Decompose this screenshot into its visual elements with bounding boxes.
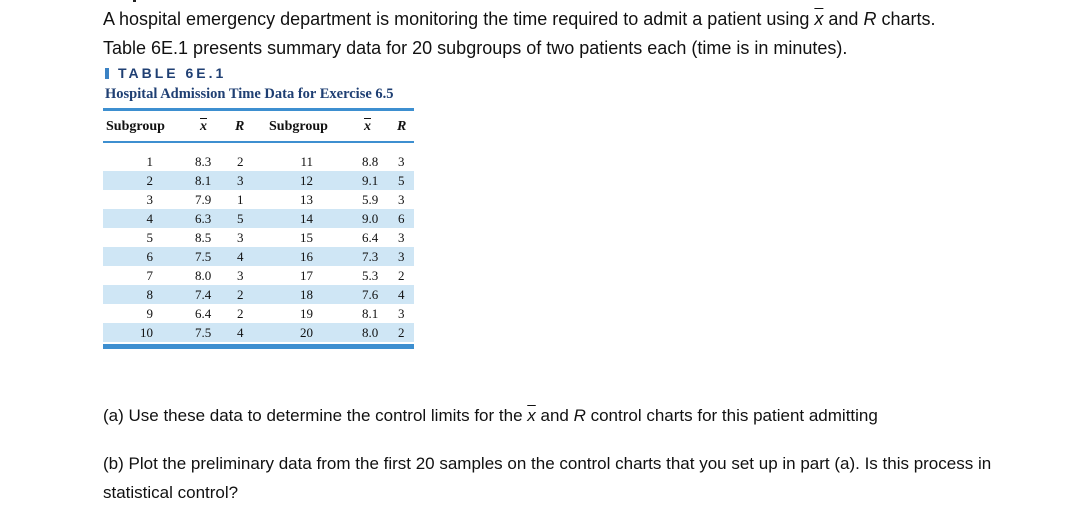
table-row (103, 266, 414, 285)
cell-subgroup: 12 (300, 172, 313, 188)
cell-subgroup: 8 (146, 286, 153, 302)
cell-range: 2 (237, 153, 244, 169)
table-bottom-rule (103, 344, 414, 349)
r-symbol: R (573, 406, 586, 425)
cell-subgroup: 13 (300, 191, 313, 207)
cell-xbar: 8.8 (362, 153, 379, 169)
question-a-text: and (535, 406, 574, 425)
cell-xbar: 7.9 (195, 191, 212, 207)
cell-xbar: 5.3 (362, 267, 379, 283)
question-a-text: (a) Use these data to determine the control limits for the (103, 406, 528, 425)
table-row (103, 171, 414, 190)
cell-subgroup: 6 (146, 248, 153, 264)
cell-xbar: 5.9 (362, 191, 379, 207)
cell-xbar: 8.1 (195, 172, 212, 188)
cell-subgroup: 4 (146, 210, 153, 226)
cell-range: 3 (237, 229, 244, 245)
table-row (103, 190, 414, 209)
xbar-symbol: $\overline{x}$ (814, 9, 824, 29)
cell-range: 4 (398, 286, 405, 302)
cell-xbar: 8.0 (195, 267, 212, 283)
cell-xbar: 9.0 (362, 210, 379, 226)
cell-subgroup: 5 (146, 229, 153, 245)
cell-xbar: 8.3 (195, 153, 212, 169)
cell-subgroup: 10 (140, 324, 153, 340)
header-subgroup: Subgroup (269, 119, 328, 134)
cell-xbar: 6.3 (195, 210, 212, 226)
cell-range: 2 (237, 286, 244, 302)
cell-range: 3 (237, 172, 244, 188)
question-a-text: control charts for this patient admitting (585, 406, 878, 425)
cell-subgroup: 15 (300, 229, 313, 245)
r-symbol: R (863, 9, 877, 29)
cell-subgroup: 1 (146, 153, 153, 169)
cell-xbar: 8.5 (195, 229, 212, 245)
cell-xbar: 7.3 (362, 248, 379, 264)
table-label-marker (105, 68, 109, 79)
problem-text: and (823, 9, 864, 29)
cell-range: 3 (398, 229, 405, 245)
cell-xbar: 7.5 (195, 324, 212, 340)
cell-subgroup: 14 (300, 210, 313, 226)
cell-range: 5 (237, 210, 244, 226)
cell-range: 3 (398, 248, 405, 264)
table-row (103, 323, 414, 342)
cell-subgroup: 19 (300, 305, 313, 321)
cell-xbar: 9.1 (362, 172, 379, 188)
header-rule (103, 141, 414, 143)
cell-range: 3 (398, 305, 405, 321)
cropped-glyph (133, 0, 136, 2)
header-subgroup: Subgroup (106, 119, 165, 134)
cell-subgroup: 3 (146, 191, 153, 207)
cell-xbar: 8.1 (362, 305, 379, 321)
table-row (103, 152, 414, 171)
cell-xbar: 6.4 (195, 305, 212, 321)
cell-xbar: 8.0 (362, 324, 379, 340)
cell-range: 2 (398, 267, 405, 283)
table-caption: Hospital Admission Time Data for Exercise 6.5 (105, 86, 394, 102)
cell-xbar: 7.6 (362, 286, 379, 302)
cell-subgroup: 11 (300, 153, 313, 169)
table-row (103, 247, 414, 266)
cell-range: 2 (398, 324, 405, 340)
header-xbar: $\overline{x}$ (200, 119, 207, 134)
table-row (103, 285, 414, 304)
cell-range: 1 (237, 191, 244, 207)
table-row (103, 228, 414, 247)
cell-subgroup: 7 (146, 267, 153, 283)
cell-range: 5 (398, 172, 405, 188)
question-b: (b) Plot the preliminary data from the first 20 samples on the control charts that you set up in part (a). Is this process in statistical control? (103, 454, 992, 502)
cell-xbar: 6.4 (362, 229, 379, 245)
cell-xbar: 7.4 (195, 286, 212, 302)
cell-subgroup: 2 (146, 172, 153, 188)
cell-range: 4 (237, 324, 244, 340)
problem-line-1 (103, 5, 1078, 34)
cell-subgroup: 17 (300, 267, 313, 283)
cell-subgroup: 16 (300, 248, 313, 264)
data-table (103, 108, 414, 349)
table-label (105, 65, 226, 81)
problem-statement (103, 5, 1078, 63)
table-label-text: TABLE 6E.1 (118, 65, 227, 81)
question-a (103, 401, 1078, 430)
problem-text: A hospital emergency department is monitoring the time required to admit a patient using (103, 9, 815, 29)
cell-range: 3 (398, 153, 405, 169)
header-range: R (397, 119, 407, 134)
xbar-symbol: $\overline{x}$ (527, 406, 536, 425)
cell-range: 3 (237, 267, 244, 283)
cell-xbar: 7.5 (195, 248, 212, 264)
table-body (103, 152, 414, 342)
cell-subgroup: 20 (300, 324, 313, 340)
header-xbar: $\overline{x}$ (364, 119, 371, 134)
problem-line-2: Table 6E.1 presents summary data for 20 subgroups of two patients each (time is in minutes). (103, 38, 848, 58)
table-row (103, 304, 414, 323)
cell-subgroup: 18 (300, 286, 313, 302)
cell-subgroup: 9 (146, 305, 153, 321)
cell-range: 4 (237, 248, 244, 264)
table-row (103, 209, 414, 228)
header-range: R (235, 119, 245, 134)
cell-range: 3 (398, 191, 405, 207)
problem-text: charts. (876, 9, 936, 29)
table-header (103, 111, 414, 141)
cell-range: 2 (237, 305, 244, 321)
cell-range: 6 (398, 210, 405, 226)
